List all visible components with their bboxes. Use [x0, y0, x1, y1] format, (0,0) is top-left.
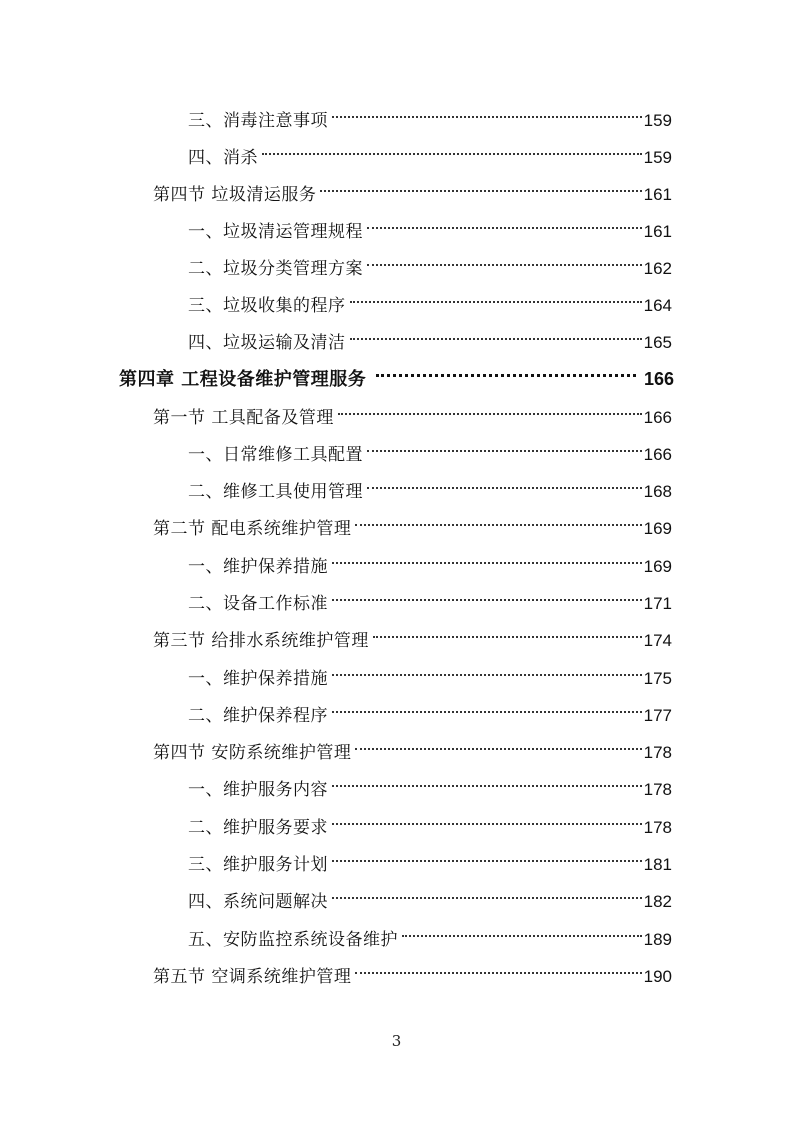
toc-entry-page: 159 [643, 148, 672, 167]
toc-entry-label: 三、垃圾收集的程序 [188, 296, 346, 316]
toc-entry-page: 161 [643, 185, 672, 204]
toc-entry[interactable] [188, 697, 672, 734]
toc-entry-page: 175 [643, 669, 672, 688]
toc-entry-label: 三、维护服务计划 [188, 855, 328, 875]
toc-leader-dots [332, 785, 642, 787]
toc-entry-label: 二、维护保养程序 [188, 706, 328, 726]
toc-entry-label: 一、维护服务内容 [188, 780, 328, 800]
toc-entry[interactable] [188, 846, 672, 883]
toc-leader-dots [376, 374, 636, 377]
toc-entry-label: 二、维护服务要求 [188, 818, 328, 838]
toc-leader-dots [373, 636, 642, 638]
toc-entry-label: 一、维护保养措施 [188, 669, 328, 689]
toc-leader-dots [367, 487, 642, 489]
toc-entry[interactable] [188, 883, 672, 920]
toc-entry[interactable] [188, 287, 672, 324]
toc-entry[interactable] [153, 176, 672, 213]
toc-entry[interactable] [188, 213, 672, 250]
toc-entry-page: 162 [643, 259, 672, 278]
toc-entry-page: 178 [643, 743, 672, 762]
toc-leader-dots [332, 897, 642, 899]
toc-entry-label: 四、垃圾运输及清洁 [188, 333, 346, 353]
toc-entry-label: 第四节 垃圾清运服务 [153, 185, 317, 205]
toc-leader-dots [262, 153, 642, 155]
toc-entry[interactable] [153, 399, 672, 436]
toc-entry-page: 166 [643, 408, 672, 427]
toc-entry[interactable] [188, 436, 672, 473]
toc-leader-dots [355, 748, 641, 750]
toc-entry-label: 二、设备工作标准 [188, 594, 328, 614]
toc-entry-label: 一、日常维修工具配置 [188, 445, 363, 465]
toc-entry[interactable] [188, 809, 672, 846]
toc-entry[interactable] [188, 324, 672, 361]
toc-leader-dots [355, 524, 641, 526]
toc-entry[interactable] [153, 622, 672, 659]
toc-entry[interactable] [188, 660, 672, 697]
toc-entry[interactable] [188, 921, 672, 958]
toc-leader-dots [338, 413, 642, 415]
footer-page-number: 3 [391, 1032, 402, 1050]
toc-leader-dots [367, 227, 642, 229]
toc-entry-page: 178 [643, 818, 672, 837]
toc-leader-dots [332, 116, 642, 118]
toc-entry[interactable] [188, 139, 672, 176]
toc-entry-page: 174 [643, 631, 672, 650]
toc-entry[interactable] [153, 510, 672, 547]
toc-leader-dots [332, 860, 642, 862]
toc-leader-dots [367, 450, 642, 452]
toc-leader-dots [332, 674, 642, 676]
toc-entry-label: 一、垃圾清运管理规程 [188, 222, 363, 242]
toc-entry-page: 178 [643, 780, 672, 799]
toc-entry-page: 169 [643, 519, 672, 538]
toc-entry-page: 189 [643, 930, 672, 949]
toc-entry-label: 四、系统问题解决 [188, 892, 328, 912]
toc-leader-dots [332, 711, 642, 713]
toc-entry-label: 第四章 工程设备维护管理服务 [119, 369, 367, 390]
toc-entry-label: 第三节 给排水系统维护管理 [153, 631, 369, 651]
toc-entry-page: 182 [643, 892, 672, 911]
toc-entry-label: 一、维护保养措施 [188, 557, 328, 577]
toc-leader-dots [350, 301, 642, 303]
toc-entry-page: 165 [643, 333, 672, 352]
toc-entry[interactable] [188, 548, 672, 585]
toc-entry-page: 181 [643, 855, 672, 874]
toc-entry[interactable] [188, 102, 672, 139]
toc-entry[interactable] [188, 771, 672, 808]
toc-entry-label: 第五节 空调系统维护管理 [153, 967, 352, 987]
toc-entry-page: 166 [643, 369, 674, 389]
toc-entry-label: 五、安防监控系统设备维护 [188, 930, 398, 950]
toc-entry-label: 三、消毒注意事项 [188, 111, 328, 131]
toc-entry[interactable] [153, 734, 672, 771]
toc-leader-dots [320, 190, 641, 192]
toc-entry-page: 164 [643, 296, 672, 315]
toc-entry-label: 二、垃圾分类管理方案 [188, 259, 363, 279]
toc-leader-dots [332, 823, 642, 825]
toc-entry-page: 161 [643, 222, 672, 241]
toc-entry[interactable] [188, 473, 672, 510]
toc-entry-page: 190 [643, 967, 672, 986]
toc-leader-dots [402, 935, 642, 937]
toc-entry-page: 159 [643, 111, 672, 130]
toc-entry[interactable] [153, 958, 672, 995]
toc-entry-label: 第二节 配电系统维护管理 [153, 519, 352, 539]
toc-entry-label: 四、消杀 [188, 148, 258, 168]
toc-entry[interactable] [188, 585, 672, 622]
toc-leader-dots [355, 972, 641, 974]
toc-entry-page: 169 [643, 557, 672, 576]
toc-entry-page: 166 [643, 445, 672, 464]
toc-entry-label: 二、维修工具使用管理 [188, 482, 363, 502]
toc-entry-page: 171 [643, 594, 672, 613]
toc-leader-dots [332, 599, 642, 601]
toc-leader-dots [367, 264, 642, 266]
toc-entry-page: 177 [643, 706, 672, 725]
toc-chapter-entry[interactable] [119, 361, 674, 398]
toc-leader-dots [350, 338, 642, 340]
toc-entry-label: 第一节 工具配备及管理 [153, 408, 334, 428]
toc-entry-label: 第四节 安防系统维护管理 [153, 743, 352, 763]
toc-entry-page: 168 [643, 482, 672, 501]
toc-leader-dots [332, 562, 642, 564]
toc-entry[interactable] [188, 250, 672, 287]
